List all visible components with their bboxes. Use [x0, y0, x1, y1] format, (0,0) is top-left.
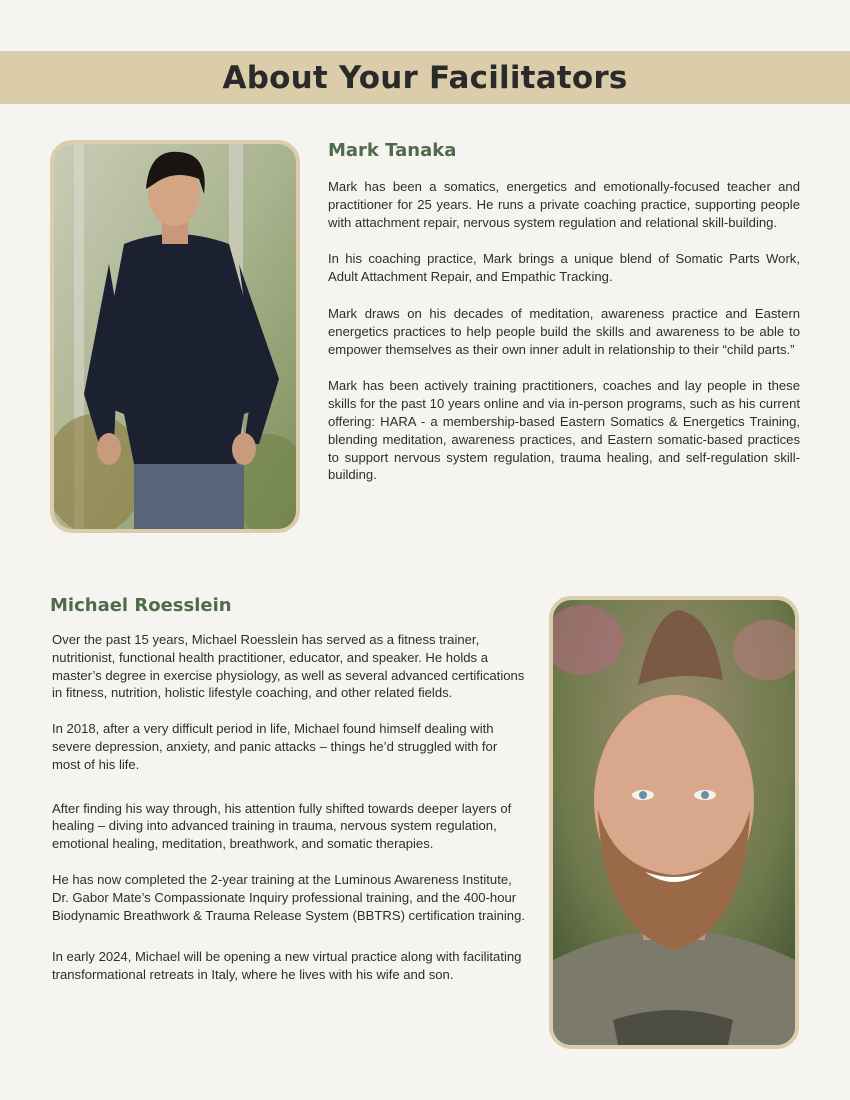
title-band [0, 51, 850, 104]
bio-paragraph: Mark has been actively training practitioners, coaches and lay people in these skills for the past 10 years online and via in-person programs, such as his current offering: HARA - a membership-based Eastern Somatics & Energetics Training, blending meditation, awareness practices, and Eastern somatic-based practices to support nervous system regulation, trauma healing, and self-regulation skill-building. [328, 378, 800, 483]
facilitator-name: Mark Tanaka [328, 140, 457, 161]
bio-paragraph: In 2018, after a very difficult period in life, Michael found himself dealing with severe depression, anxiety, and panic attacks – things he’d struggled with for most of his life. [52, 721, 498, 772]
bio-paragraph: Mark draws on his decades of meditation, awareness practice and Eastern energetics practices to help people build the skills and awareness to be able to empower themselves as their own inner adult in relationship to their “child parts.” [328, 305, 800, 357]
mark-tanaka-photo [50, 140, 300, 533]
bio-paragraph: In early 2024, Michael will be opening a new virtual practice along with facilitating transformational retreats in Italy, where he lives with his wife and son. [52, 949, 522, 983]
facilitator-bio [328, 178, 800, 484]
bio-paragraph: Over the past 15 years, Michael Roesslein has served as a fitness trainer, nutritionist, functional health practitioner, educator, and speaker. He holds a master’s degree in exercise physiology, as well as several advanced certifications in fitness, nutrition, holistic lifestyle coaching, and other related fields. [52, 632, 525, 701]
bio-paragraph: In his coaching practice, Mark brings a unique blend of Somatic Parts Work, Adult Attachment Repair, and Empathic Tracking. [328, 251, 800, 285]
facilitator-bio [52, 631, 528, 984]
bio-paragraph: Mark has been a somatics, energetics and emotionally-focused teacher and practitioner for 25 years. He runs a private coaching practice, supporting people with attachment repair, nervous system regulation and relational skill-building. [328, 179, 800, 230]
bio-paragraph: After finding his way through, his attention fully shifted towards deeper layers of healing – diving into advanced training in trauma, nervous system regulation, emotional healing, meditation, breathwork, and somatic therapies. [52, 800, 512, 852]
page-title: About Your Facilitators [222, 59, 628, 96]
bio-paragraph: He has now completed the 2-year training at the Luminous Awareness Institute, Dr. Gabor Mate’s Compassionate Inquiry professional training, and the 400-hour Biodynamic Breathwork & Trauma Release System (BBTRS) certification training. [52, 871, 526, 923]
facilitator-name: Michael Roesslein [50, 595, 232, 616]
michael-roesslein-photo [549, 596, 799, 1049]
